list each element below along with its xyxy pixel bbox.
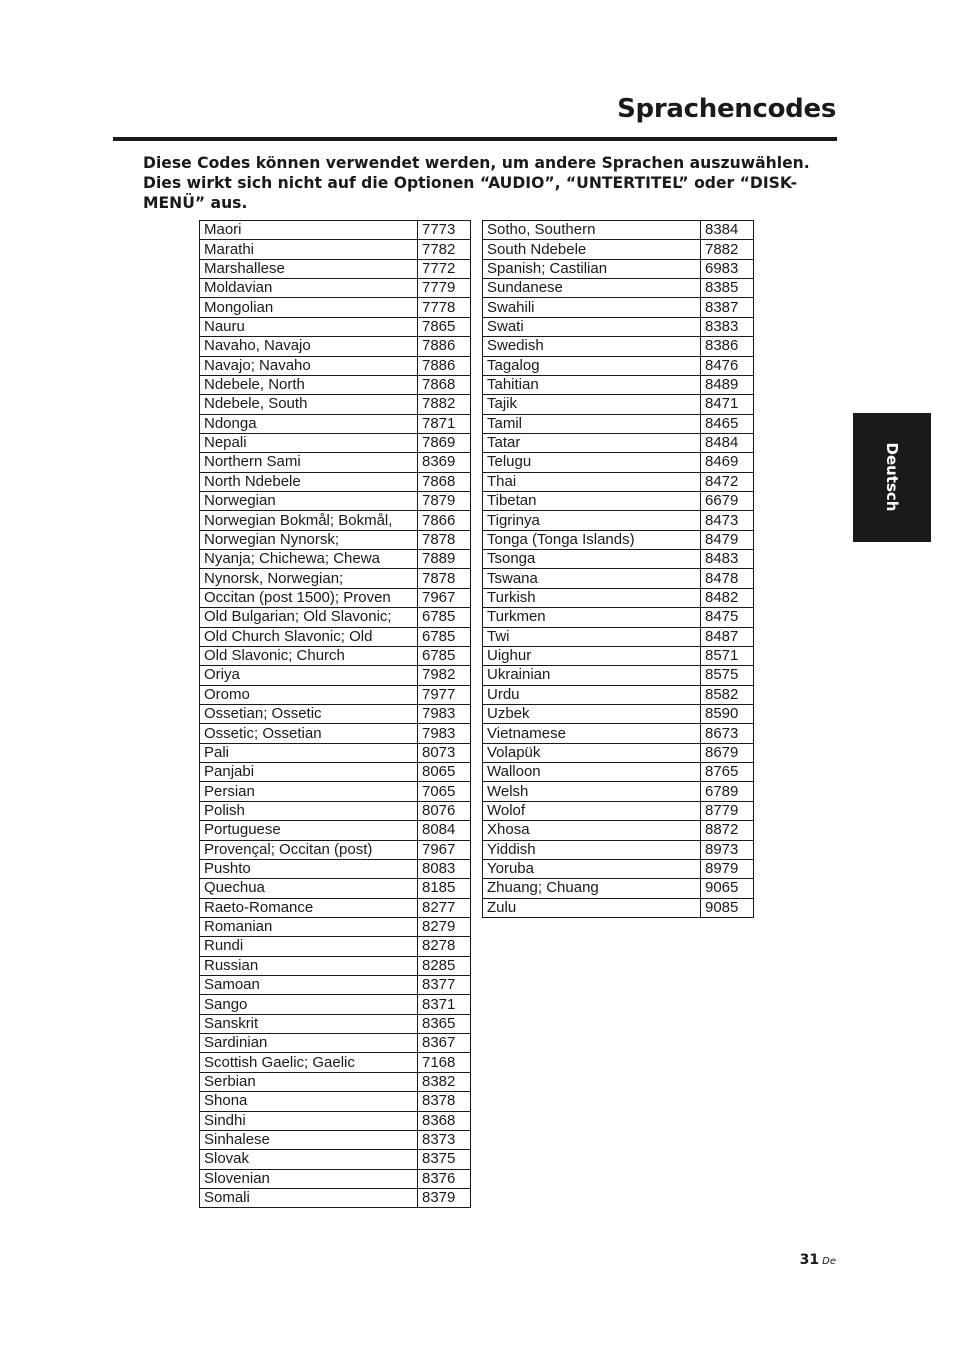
table-row: [483, 375, 754, 394]
table-row: [200, 898, 471, 917]
language-name: Xhosa: [483, 821, 701, 840]
language-code: 8479: [701, 530, 754, 549]
table-row: [200, 317, 471, 336]
language-code: 8779: [701, 801, 754, 820]
table-row: [483, 530, 754, 549]
language-name: Navajo; Navaho: [200, 356, 418, 375]
language-name: Tagalog: [483, 356, 701, 375]
language-name: Old Slavonic; Church: [200, 646, 418, 665]
language-code: 7882: [418, 395, 471, 414]
language-name: Swahili: [483, 298, 701, 317]
language-code: 8367: [418, 1034, 471, 1053]
table-row: [483, 627, 754, 646]
table-row: [200, 743, 471, 762]
language-code: 7779: [418, 279, 471, 298]
language-name: Scottish Gaelic; Gaelic: [200, 1053, 418, 1072]
table-row: [483, 279, 754, 298]
side-tab-label: Deutsch: [883, 442, 901, 512]
table-row: [483, 550, 754, 569]
language-code: 7967: [418, 840, 471, 859]
title-rule: [113, 137, 837, 141]
table-row: [200, 569, 471, 588]
table-row: [200, 298, 471, 317]
table-row: [200, 433, 471, 452]
language-name: Pushto: [200, 859, 418, 878]
language-code: 8482: [701, 588, 754, 607]
table-row: [483, 259, 754, 278]
language-name: Sindhi: [200, 1111, 418, 1130]
table-row: [200, 1034, 471, 1053]
language-name: Sanskrit: [200, 1014, 418, 1033]
language-code: 7865: [418, 317, 471, 336]
table-row: [483, 646, 754, 665]
language-code: 6785: [418, 646, 471, 665]
language-code: 6789: [701, 782, 754, 801]
language-code: 8065: [418, 763, 471, 782]
language-name: Oriya: [200, 666, 418, 685]
language-name: Portuguese: [200, 821, 418, 840]
language-name: Swedish: [483, 337, 701, 356]
language-name: Persian: [200, 782, 418, 801]
language-code: 8369: [418, 453, 471, 472]
language-name: Oromo: [200, 685, 418, 704]
table-row: [200, 724, 471, 743]
language-code: 8469: [701, 453, 754, 472]
table-row: [200, 666, 471, 685]
language-name: Sardinian: [200, 1034, 418, 1053]
language-code: 7882: [701, 240, 754, 259]
language-name: Norwegian: [200, 492, 418, 511]
language-code: 8379: [418, 1188, 471, 1207]
language-code: 8383: [701, 317, 754, 336]
language-code: 8575: [701, 666, 754, 685]
table-row: [483, 704, 754, 723]
table-row: [200, 375, 471, 394]
table-row: [483, 898, 754, 917]
language-code: 8376: [418, 1169, 471, 1188]
table-row: [200, 976, 471, 995]
language-name: Mongolian: [200, 298, 418, 317]
language-code: 8385: [701, 279, 754, 298]
table-row: [483, 666, 754, 685]
language-name: Norwegian Bokmål; Bokmål,: [200, 511, 418, 530]
language-code: 9085: [701, 898, 754, 917]
table-row: [200, 1169, 471, 1188]
table-row: [200, 685, 471, 704]
language-name: Occitan (post 1500); Proven: [200, 588, 418, 607]
table-row: [200, 588, 471, 607]
language-code: 8472: [701, 472, 754, 491]
table-row: [483, 859, 754, 878]
table-row: [483, 588, 754, 607]
language-name: Slovak: [200, 1150, 418, 1169]
language-name: Yoruba: [483, 859, 701, 878]
table-row: [483, 317, 754, 336]
language-name: Somali: [200, 1188, 418, 1207]
language-name: Maori: [200, 221, 418, 240]
language-name: Sundanese: [483, 279, 701, 298]
language-code: 8185: [418, 879, 471, 898]
language-name: Vietnamese: [483, 724, 701, 743]
language-code: 7868: [418, 375, 471, 394]
language-code: 8083: [418, 859, 471, 878]
language-code: 8471: [701, 395, 754, 414]
language-name: Ndonga: [200, 414, 418, 433]
language-name: Old Church Slavonic; Old: [200, 627, 418, 646]
language-name: Twi: [483, 627, 701, 646]
language-name: Urdu: [483, 685, 701, 704]
language-name: Spanish; Castilian: [483, 259, 701, 278]
language-code: 7869: [418, 433, 471, 452]
language-name: Tonga (Tonga Islands): [483, 530, 701, 549]
language-name: Norwegian Nynorsk;: [200, 530, 418, 549]
table-row: [200, 782, 471, 801]
language-name: Shona: [200, 1092, 418, 1111]
table-row: [200, 395, 471, 414]
language-name: Provençal; Occitan (post): [200, 840, 418, 859]
language-code: 7967: [418, 588, 471, 607]
table-row: [200, 937, 471, 956]
language-codes-table-left: [199, 220, 471, 1208]
language-name: Volapük: [483, 743, 701, 762]
language-code: 7982: [418, 666, 471, 685]
language-name: Samoan: [200, 976, 418, 995]
language-code: 8285: [418, 956, 471, 975]
table-row: [483, 453, 754, 472]
language-name: Serbian: [200, 1072, 418, 1091]
language-name: Turkish: [483, 588, 701, 607]
language-code: 7878: [418, 530, 471, 549]
language-name: Marshallese: [200, 259, 418, 278]
language-name: Zhuang; Chuang: [483, 879, 701, 898]
table-row: [483, 433, 754, 452]
language-code: 8076: [418, 801, 471, 820]
language-name: Telugu: [483, 453, 701, 472]
language-code: 8384: [701, 221, 754, 240]
table-row: [483, 414, 754, 433]
table-row: [200, 646, 471, 665]
language-name: Tamil: [483, 414, 701, 433]
language-name: Quechua: [200, 879, 418, 898]
language-name: Turkmen: [483, 608, 701, 627]
language-code: 8278: [418, 937, 471, 956]
language-name: Marathi: [200, 240, 418, 259]
language-name: Polish: [200, 801, 418, 820]
language-name: Sotho, Southern: [483, 221, 701, 240]
language-name: Thai: [483, 472, 701, 491]
table-row: [200, 1150, 471, 1169]
language-code: 7773: [418, 221, 471, 240]
language-name: Nepali: [200, 433, 418, 452]
language-code: 8478: [701, 569, 754, 588]
language-code: 8483: [701, 550, 754, 569]
language-name: Tsonga: [483, 550, 701, 569]
table-row: [200, 240, 471, 259]
table-row: [200, 859, 471, 878]
language-code: 7886: [418, 337, 471, 356]
language-name: Swati: [483, 317, 701, 336]
language-code: 7878: [418, 569, 471, 588]
language-name: Nynorsk, Norwegian;: [200, 569, 418, 588]
table-row: [483, 763, 754, 782]
language-code: 8371: [418, 995, 471, 1014]
language-code: 7778: [418, 298, 471, 317]
language-name: Pali: [200, 743, 418, 762]
table-row: [200, 840, 471, 859]
table-row: [200, 763, 471, 782]
table-row: [483, 782, 754, 801]
language-code: 6785: [418, 627, 471, 646]
table-row: [483, 492, 754, 511]
table-row: [483, 221, 754, 240]
language-code: 8489: [701, 375, 754, 394]
language-name: Tatar: [483, 433, 701, 452]
table-row: [483, 240, 754, 259]
table-row: [483, 511, 754, 530]
language-name: Ndebele, South: [200, 395, 418, 414]
table-row: [483, 743, 754, 762]
language-code: 7772: [418, 259, 471, 278]
table-row: [200, 453, 471, 472]
language-code: 8375: [418, 1150, 471, 1169]
language-code: 7983: [418, 724, 471, 743]
language-name: Raeto-Romance: [200, 898, 418, 917]
language-code: 7868: [418, 472, 471, 491]
language-code: 8377: [418, 976, 471, 995]
language-code: 8368: [418, 1111, 471, 1130]
table-row: [483, 337, 754, 356]
table-row: [200, 1130, 471, 1149]
table-row: [483, 840, 754, 859]
table-row: [483, 685, 754, 704]
language-code: 8590: [701, 704, 754, 723]
language-name: Sango: [200, 995, 418, 1014]
language-code: 8973: [701, 840, 754, 859]
page-language-code: De: [822, 1256, 836, 1267]
language-side-tab: [853, 413, 931, 542]
page-title: Sprachencodes: [617, 94, 836, 124]
language-name: Romanian: [200, 917, 418, 936]
language-name: Tibetan: [483, 492, 701, 511]
table-row: [200, 879, 471, 898]
table-row: [200, 821, 471, 840]
language-code: 8378: [418, 1092, 471, 1111]
language-code: 8084: [418, 821, 471, 840]
language-name: Zulu: [483, 898, 701, 917]
language-name: Northern Sami: [200, 453, 418, 472]
language-code: 6785: [418, 608, 471, 627]
language-name: Panjabi: [200, 763, 418, 782]
language-code: 7871: [418, 414, 471, 433]
language-name: Walloon: [483, 763, 701, 782]
table-row: [200, 1188, 471, 1207]
language-code: 8473: [701, 511, 754, 530]
table-row: [200, 279, 471, 298]
language-name: Tahitian: [483, 375, 701, 394]
language-code: 8476: [701, 356, 754, 375]
table-row: [200, 801, 471, 820]
table-row: [200, 956, 471, 975]
table-row: [200, 1014, 471, 1033]
table-row: [200, 704, 471, 723]
language-code: 8673: [701, 724, 754, 743]
table-row: [200, 337, 471, 356]
language-name: Sinhalese: [200, 1130, 418, 1149]
table-row: [200, 511, 471, 530]
table-row: [483, 298, 754, 317]
language-code: 7065: [418, 782, 471, 801]
table-row: [200, 627, 471, 646]
language-code: 8373: [418, 1130, 471, 1149]
language-code: 6983: [701, 259, 754, 278]
table-row: [200, 221, 471, 240]
table-row: [200, 1111, 471, 1130]
language-code: 7879: [418, 492, 471, 511]
language-codes-table-right: [482, 220, 754, 918]
language-name: Tswana: [483, 569, 701, 588]
language-name: Nauru: [200, 317, 418, 336]
language-code: 8979: [701, 859, 754, 878]
language-code: 8475: [701, 608, 754, 627]
table-row: [200, 995, 471, 1014]
language-code: 8465: [701, 414, 754, 433]
intro-text: Diese Codes können verwendet werden, um andere Sprachen auszuwählen. Dies wirkt sich nicht auf die Optionen “AUDIO”, “UNTERTITEL” oder “DISK-MENÜ” aus.: [143, 154, 810, 212]
table-row: [200, 1072, 471, 1091]
language-code: 8073: [418, 743, 471, 762]
language-code: 8277: [418, 898, 471, 917]
table-row: [200, 472, 471, 491]
language-name: Moldavian: [200, 279, 418, 298]
language-name: Ossetic; Ossetian: [200, 724, 418, 743]
table-row: [483, 608, 754, 627]
language-name: Russian: [200, 956, 418, 975]
table-row: [483, 569, 754, 588]
table-row: [483, 356, 754, 375]
language-name: Navaho, Navajo: [200, 337, 418, 356]
language-code: 8872: [701, 821, 754, 840]
language-name: Wolof: [483, 801, 701, 820]
language-name: Rundi: [200, 937, 418, 956]
language-code: 8386: [701, 337, 754, 356]
language-code: 7977: [418, 685, 471, 704]
page-number: 31: [799, 1252, 820, 1268]
language-name: Yiddish: [483, 840, 701, 859]
table-row: [483, 395, 754, 414]
table-row: [483, 801, 754, 820]
table-row: [483, 724, 754, 743]
language-code: 8487: [701, 627, 754, 646]
table-row: [200, 608, 471, 627]
language-code: 7866: [418, 511, 471, 530]
table-row: [483, 879, 754, 898]
language-name: South Ndebele: [483, 240, 701, 259]
language-name: Old Bulgarian; Old Slavonic;: [200, 608, 418, 627]
language-name: North Ndebele: [200, 472, 418, 491]
table-row: [200, 414, 471, 433]
table-row: [200, 1092, 471, 1111]
language-name: Welsh: [483, 782, 701, 801]
language-code: 9065: [701, 879, 754, 898]
language-code: 7168: [418, 1053, 471, 1072]
language-name: Ukrainian: [483, 666, 701, 685]
language-name: Ndebele, North: [200, 375, 418, 394]
table-row: [200, 356, 471, 375]
table-row: [483, 472, 754, 491]
language-code: 8679: [701, 743, 754, 762]
language-name: Uzbek: [483, 704, 701, 723]
language-name: Ossetian; Ossetic: [200, 704, 418, 723]
language-code: 8387: [701, 298, 754, 317]
table-row: [483, 821, 754, 840]
table-row: [200, 1053, 471, 1072]
language-code: 8571: [701, 646, 754, 665]
language-code: 8382: [418, 1072, 471, 1091]
language-code: 8279: [418, 917, 471, 936]
language-name: Uighur: [483, 646, 701, 665]
table-row: [200, 259, 471, 278]
table-row: [200, 492, 471, 511]
table-row: [200, 917, 471, 936]
language-code: 8765: [701, 763, 754, 782]
language-code: 8365: [418, 1014, 471, 1033]
table-row: [200, 550, 471, 569]
language-code: 7983: [418, 704, 471, 723]
table-row: [200, 530, 471, 549]
language-code: 8484: [701, 433, 754, 452]
language-code: 6679: [701, 492, 754, 511]
language-code: 8582: [701, 685, 754, 704]
language-name: Tigrinya: [483, 511, 701, 530]
language-name: Tajik: [483, 395, 701, 414]
language-name: Slovenian: [200, 1169, 418, 1188]
language-code: 7782: [418, 240, 471, 259]
language-code: 7886: [418, 356, 471, 375]
page-footer: [800, 1252, 836, 1268]
language-name: Nyanja; Chichewa; Chewa: [200, 550, 418, 569]
language-code: 7889: [418, 550, 471, 569]
